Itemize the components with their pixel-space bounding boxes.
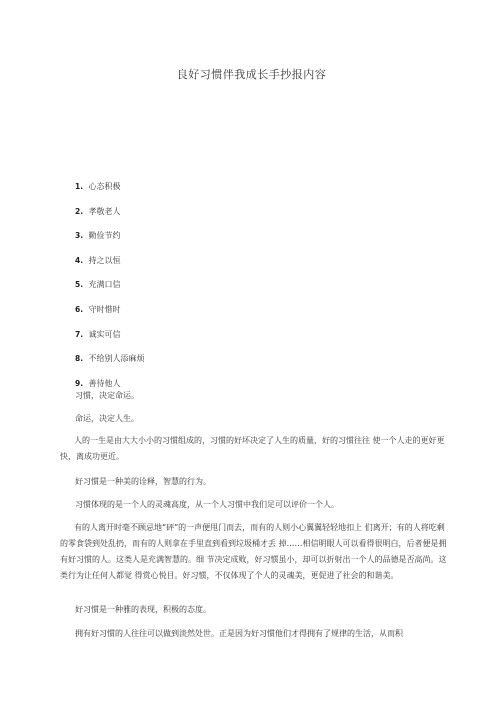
list-item xyxy=(75,256,145,266)
list-number: 8. xyxy=(75,354,84,364)
list-number: 5. xyxy=(75,280,84,290)
list-item xyxy=(75,354,145,364)
list-number: 1. xyxy=(75,182,84,191)
page-title: 良好习惯伴我成长手抄报内容 xyxy=(176,68,327,81)
paragraph-beauty-wisdom: 好习惯是一种美的诠释，智慧的行为。 xyxy=(75,477,211,486)
paragraph-habit-decides-fate: 习惯，决定命运。 xyxy=(75,391,139,400)
paragraph-life-made-of-habits: 人的一生是由大大小小的习惯组成的，习惯的好坏决定了人生的质量，好的习惯往往 使一个人走的更好更快，离成功更近。 xyxy=(60,436,445,461)
list-item xyxy=(75,305,145,315)
list-text: 诚实可信 xyxy=(88,329,121,339)
list-number: 6. xyxy=(75,304,84,314)
list-text: 心态积极 xyxy=(88,182,121,191)
list-text: 持之以恒 xyxy=(88,255,121,265)
list-item xyxy=(75,330,145,340)
list-item xyxy=(75,280,145,290)
paragraph-calm-living: 拥有好习惯的人往往可以做到淡然处世。正是因为好习惯他们才得拥有了规律的生活，从而积 xyxy=(75,629,403,638)
list-number: 7. xyxy=(75,329,84,339)
list-text: 善待他人 xyxy=(88,378,121,388)
list-text: 守时惜时 xyxy=(88,304,121,314)
paragraph-fate-decides-life: 命运，决定人生。 xyxy=(75,414,139,423)
list-item xyxy=(75,182,145,192)
list-number: 3. xyxy=(75,231,84,241)
list-number: 9. xyxy=(75,378,84,388)
habit-list xyxy=(75,182,145,403)
list-text: 勤俭节约 xyxy=(88,231,121,241)
paragraph-elegance-attitude: 好习惯是一种雅的表现，积极的态度。 xyxy=(75,605,211,614)
list-item xyxy=(75,231,145,241)
list-text: 充满口信 xyxy=(88,280,121,290)
list-item xyxy=(75,207,145,217)
list-text: 不给别人添麻烦 xyxy=(88,354,145,364)
paragraph-soul-height: 习惯体现的是一个人的灵魂高度，从一个人习惯中我们足可以评价一个人。 xyxy=(75,500,339,509)
paragraph-door-example: 有的人离开时毫不顾忌地“砰”的一声便甩门而去，而有的人则小心翼翼轻轻地扣上 们离开；有的人将吃剩的零食袋到处乱扔，而有的人则拿在手里直到看到垃圾桶才丢 掉……相信明眼人可以看得很明白，后者便是拥有好习惯的人。这类人是充满智慧的。细 节决定成败，好习惯虽小，却可以折射出一个人的品德是否高尚。这类行为让任何人都觉 得赏心悦目。好习惯，不仅体现了个人的灵魂美，更促进了社会的和谐美。 xyxy=(60,523,447,580)
list-number: 4. xyxy=(75,255,84,265)
list-text: 孝敬老人 xyxy=(88,206,121,216)
list-number: 2. xyxy=(75,206,84,216)
